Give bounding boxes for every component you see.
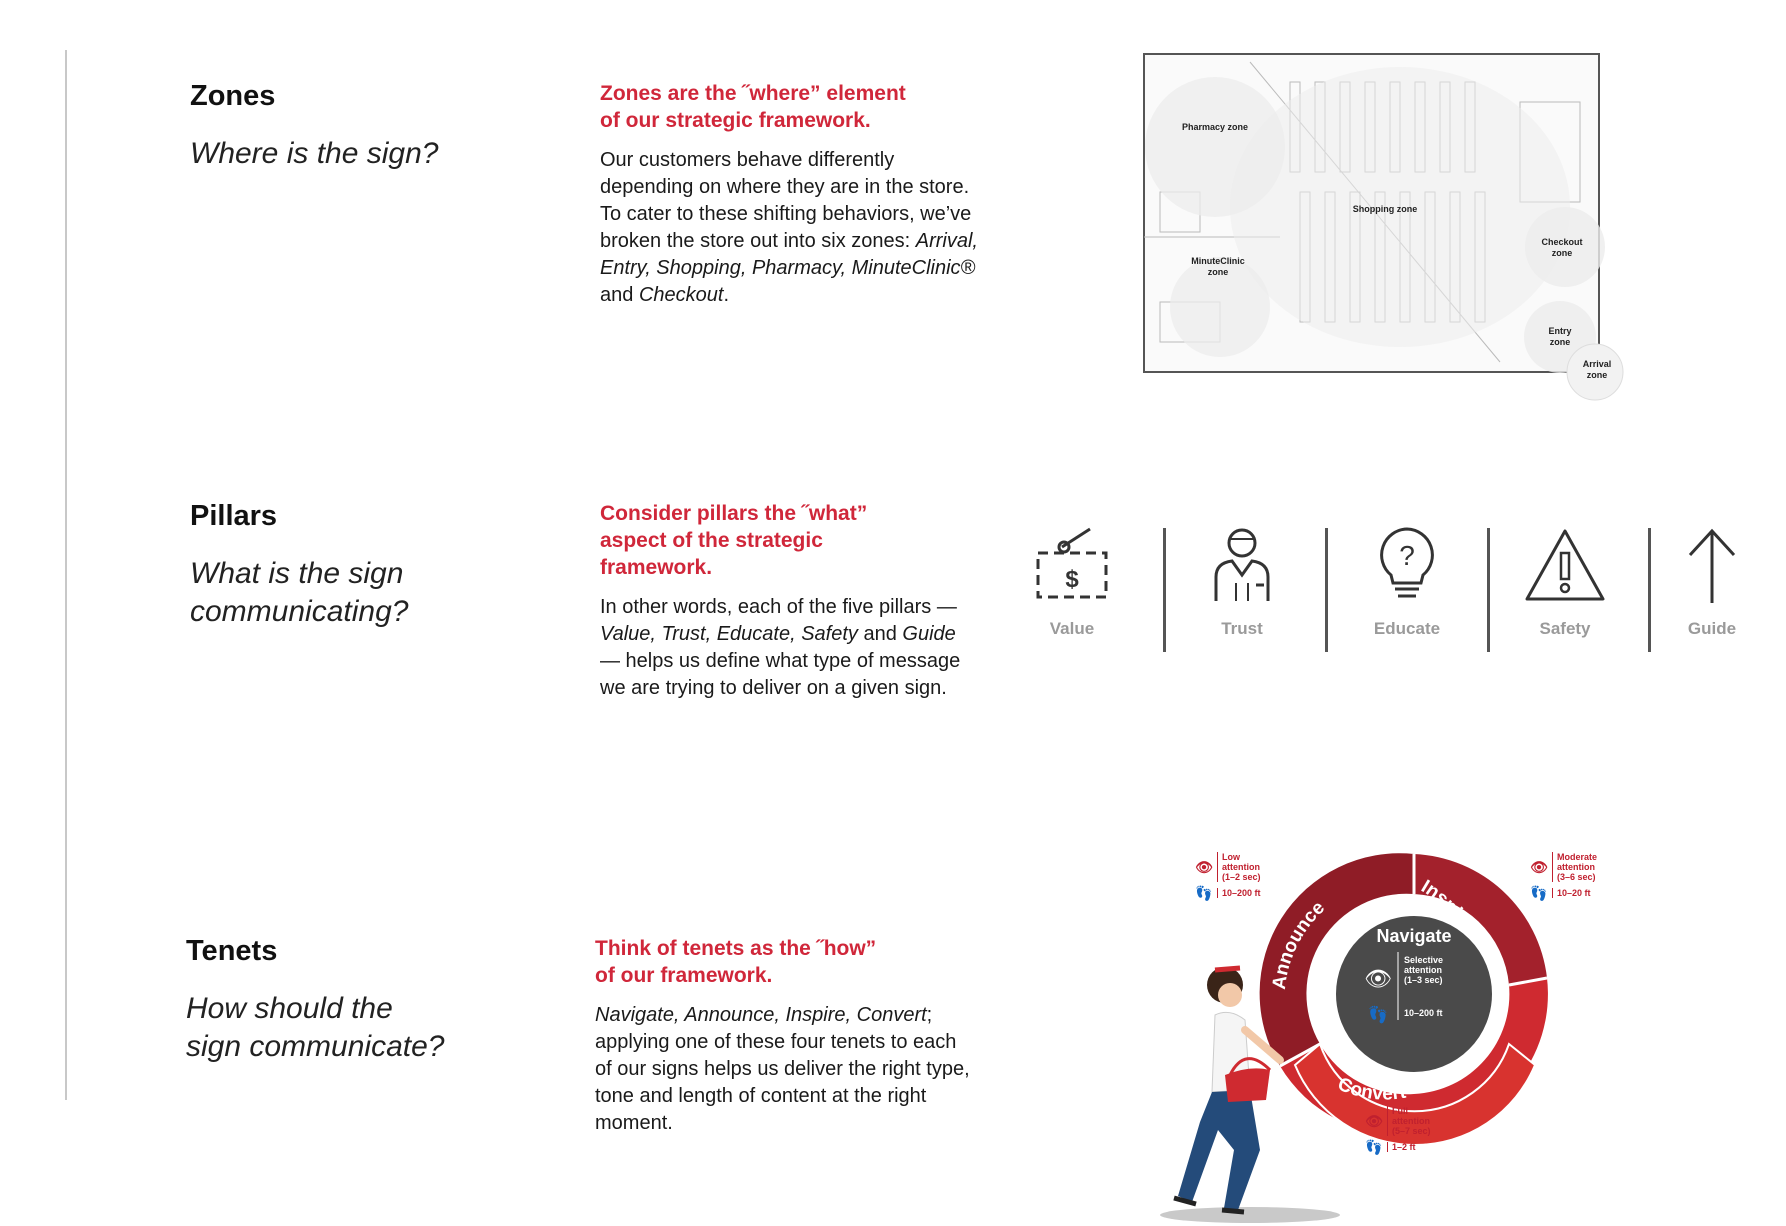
annotation-convert-a3: (5–7 sec) bbox=[1392, 1126, 1431, 1136]
zones-list: Arrival, Entry, Shopping, Pharmacy, MinuteClinic® bbox=[600, 230, 978, 279]
zones-heading: Zones bbox=[190, 80, 276, 112]
pillar-educate bbox=[1347, 525, 1467, 639]
pillar-divider bbox=[1163, 528, 1166, 652]
annotation-inspire-a2: attention bbox=[1557, 862, 1595, 872]
map-label-entry-2: zone bbox=[1549, 337, 1571, 347]
tenets-heading: Tenets bbox=[186, 935, 278, 967]
pillar-divider bbox=[1325, 528, 1328, 652]
annotation-announce-a2: attention bbox=[1222, 862, 1260, 872]
pillar-label-value: Value bbox=[1049, 619, 1095, 638]
annotation-announce-a3: (1–2 sec) bbox=[1222, 872, 1261, 882]
pillars-list: Value, Trust, Educate, Safety bbox=[600, 623, 858, 645]
eye-icon: 👁 bbox=[1365, 1113, 1383, 1129]
map-label-minuteclinic-2: zone bbox=[1207, 267, 1229, 277]
wheel-center-attention-3: (1–3 sec) bbox=[1404, 975, 1443, 985]
pillars-heading: Pillars bbox=[190, 500, 278, 532]
left-rule bbox=[65, 50, 67, 1100]
pillars-body-end: — helps us define what type of message we are trying to deliver on a given sign. bbox=[600, 650, 961, 699]
tenets-wheel bbox=[1120, 830, 1590, 1226]
eye-icon: 👁 bbox=[1530, 859, 1548, 875]
wheel-label-convert: Convert bbox=[1334, 1073, 1408, 1105]
map-label-entry-1: Entry bbox=[1548, 326, 1572, 336]
annotation-announce-a1: Low bbox=[1222, 852, 1240, 862]
pillars-body-pre: In other words, each of the five pillars — bbox=[600, 596, 957, 618]
svg-text:?: ? bbox=[1399, 540, 1415, 571]
annotation-inspire-a3: (3–6 sec) bbox=[1557, 872, 1596, 882]
annotation-convert bbox=[1365, 1106, 1431, 1158]
pillar-value bbox=[1012, 525, 1132, 639]
pharmacist-icon bbox=[1202, 525, 1282, 605]
zones-last: Checkout bbox=[638, 284, 724, 306]
zones-body bbox=[600, 147, 980, 309]
pillar-trust bbox=[1182, 525, 1302, 639]
store-zone-map bbox=[1140, 42, 1640, 407]
warning-triangle-icon bbox=[1523, 525, 1607, 605]
tenets-lead: Think of tenets as the ˝how” of our framework. bbox=[595, 937, 877, 987]
zones-body-pre: Our customers behave differently depending on where they are in the store. To cater to these shifting behaviors, we’ve broken the store out into six zones: bbox=[600, 149, 972, 252]
map-label-pharmacy: Pharmacy zone bbox=[1181, 122, 1249, 132]
tenets-list: Navigate, Announce, Inspire, Convert bbox=[595, 1004, 927, 1026]
map-label-minuteclinic-1: MinuteClinic bbox=[1191, 256, 1245, 266]
wheel-center-attention-1: Selective bbox=[1404, 955, 1444, 965]
eye-icon: 👁 bbox=[1364, 966, 1392, 991]
annotation-inspire-a1: Moderate bbox=[1557, 852, 1598, 862]
footsteps-icon: 👣 bbox=[1195, 885, 1213, 901]
zones-body-and: and bbox=[600, 284, 634, 306]
svg-text:$: $ bbox=[1065, 566, 1079, 593]
arrow-up-icon bbox=[1672, 525, 1752, 605]
zones-question: Where is the sign? bbox=[190, 137, 439, 170]
wheel-label-inspire: Inspire bbox=[1417, 876, 1478, 936]
tenets-body bbox=[595, 1002, 975, 1137]
eye-icon: 👁 bbox=[1195, 859, 1213, 875]
wheel-center-attention-2: attention bbox=[1404, 965, 1442, 975]
annotation-convert-a2: attention bbox=[1392, 1116, 1430, 1126]
price-tag-icon bbox=[1032, 525, 1112, 605]
pillar-label-educate: Educate bbox=[1373, 619, 1441, 638]
map-label-arrival-1: Arrival bbox=[1582, 359, 1612, 369]
annotation-inspire bbox=[1530, 852, 1597, 904]
wheel-center-label: Navigate bbox=[1376, 926, 1452, 946]
pillar-divider bbox=[1487, 528, 1490, 652]
zones-body-end: . bbox=[723, 284, 729, 306]
footsteps-icon: 👣 bbox=[1368, 1007, 1388, 1024]
annotation-inspire-distance: 10–20 ft bbox=[1552, 888, 1591, 898]
pillar-label-safety: Safety bbox=[1539, 619, 1591, 638]
pillars-lead: Consider pillars the ˝what” aspect of the strategic framework. bbox=[600, 502, 868, 579]
footsteps-icon: 👣 bbox=[1530, 885, 1548, 901]
tenets-body-end: ; applying one of these four tenets to each of our signs helps us deliver the right type, tone and length of content at the right moment. bbox=[595, 1004, 970, 1134]
pillars-last: Guide bbox=[902, 623, 956, 645]
tenets-question: How should the sign communicate? bbox=[186, 992, 445, 1063]
wheel-label-announce: Announce bbox=[1268, 897, 1330, 991]
annotation-convert-a1: Full bbox=[1392, 1106, 1408, 1116]
pillars-body-and: and bbox=[863, 623, 897, 645]
pillars-question: What is the sign communicating? bbox=[190, 557, 409, 628]
map-label-shopping: Shopping zone bbox=[1352, 204, 1418, 214]
pillar-label-guide: Guide bbox=[1687, 619, 1737, 638]
wheel-center-distance: 10–200 ft bbox=[1404, 1008, 1443, 1018]
map-label-arrival-2: zone bbox=[1586, 370, 1608, 380]
annotation-announce-distance: 10–200 ft bbox=[1217, 888, 1261, 898]
map-label-checkout-2: zone bbox=[1551, 248, 1573, 258]
annotation-convert-distance: 1–2 ft bbox=[1387, 1142, 1416, 1152]
pillars-body bbox=[600, 594, 980, 702]
annotation-announce bbox=[1195, 852, 1261, 904]
pillar-divider bbox=[1648, 528, 1651, 652]
pillar-safety bbox=[1505, 525, 1625, 639]
pillar-label-trust: Trust bbox=[1221, 619, 1263, 638]
zones-lead: Zones are the ˝where” element of our strategic framework. bbox=[600, 82, 906, 132]
pillar-guide bbox=[1652, 525, 1772, 639]
map-label-checkout-1: Checkout bbox=[1541, 237, 1583, 247]
lightbulb-question-icon bbox=[1367, 525, 1447, 605]
footsteps-icon: 👣 bbox=[1365, 1139, 1383, 1155]
